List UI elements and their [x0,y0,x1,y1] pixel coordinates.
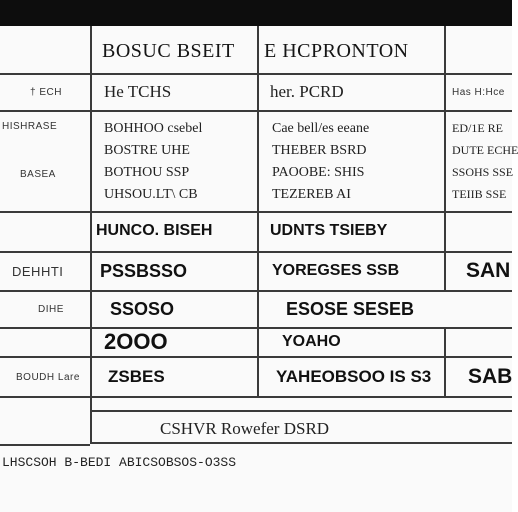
row-b-col2 [272,116,442,206]
row-b-col1-line: BOSTRE UHE [104,142,190,158]
row-f-col2: YOAHO [282,333,341,350]
row-divider [0,396,512,398]
row-c-col2: UDNTS TSIEBY [270,222,388,239]
footer-caption: CSHVR Rowefer DSRD [160,419,330,438]
row-a-col1: He TCHS [104,82,172,101]
row-b-col2-line: THEBER BSRD [272,142,367,158]
row-d-col2: YOREGSES SSB [272,262,400,279]
column-divider [90,26,92,444]
row-divider [0,444,90,446]
row-b-col1 [104,116,254,206]
row-f-col1: 2OOO [104,329,168,354]
column-divider [444,26,446,290]
row-b-col3 [452,116,518,206]
row-b-col3-line: SSOHS SSE [452,164,514,179]
row-d-col1: PSSBSSO [100,260,188,281]
row-a-col2: her. PCRD [270,82,344,101]
row-g-label: BOUDH Lare [16,371,80,383]
column-divider [444,327,446,396]
header-col1: BOSUC BSEIT [102,39,235,62]
column-divider [257,26,259,396]
row-e-label: DIHE [38,303,64,315]
row-divider [90,442,512,444]
row-divider [0,251,512,253]
row-b-col3-line: TEIIB SSE [452,186,507,201]
row-b-label-bottom: BASEA [20,168,56,180]
row-a-label: † ECH [30,86,62,98]
row-c-col1: HUNCO. BISEH [96,222,213,239]
row-g-col2: YAHEOBSOO IS S3 [276,367,432,386]
row-e-col1: SSOSO [110,298,175,319]
header-col2: E HCPRONTON [264,39,409,62]
row-b-label-top: HISHRASE [2,120,58,132]
footer-bottom-line: LHSCSOH B-BEDI ABICSOBSOS-O3SS [2,454,237,470]
row-b-col1-line: BOTHOU SSP [104,164,190,180]
row-b-col1-line: UHSOU.LT\ CB [104,186,198,202]
row-divider [0,211,512,213]
row-e-col2: ESOSE SESEB [286,298,415,319]
row-d-col3: SAN [466,259,511,282]
row-d-label: DEHHTI [12,263,64,279]
top-bar [0,0,512,26]
row-divider [0,356,512,358]
row-divider [90,410,512,412]
row-b-col3-line: DUTE ECHE [452,142,518,157]
row-divider [0,290,512,292]
row-b-col2-line: PAOOBE: SHIS [272,164,365,180]
row-a-col3: Has H:Hce [452,86,505,98]
row-b-col2-line: Cae bell/es eeane [272,120,370,136]
row-g-col1: ZSBES [108,367,165,386]
row-divider [0,73,512,75]
row-g-col3: SAB [468,365,513,388]
row-b-col3-line: ED/1E RE [452,120,503,135]
row-b-col1-line: BOHHOO csebel [104,120,203,136]
document-table [0,26,518,512]
row-divider [0,110,512,112]
row-b-col2-line: TEZEREB AI [272,186,351,202]
